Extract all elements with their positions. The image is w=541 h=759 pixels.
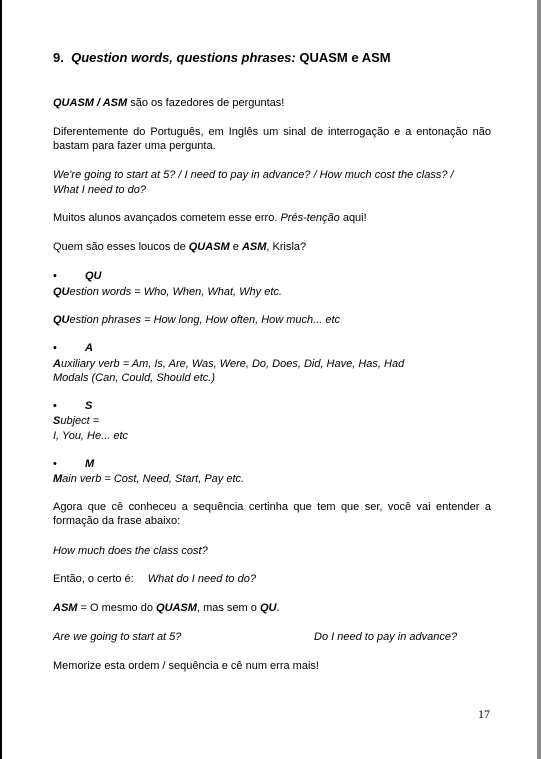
bullet-letter: S	[85, 400, 93, 412]
paragraph-sequence: Agora que cê conheceu a sequência certinha que tem que ser, você vai entender a formação da frase abaixo:	[53, 501, 491, 527]
example-pay-question: Do I need to pay in advance?	[314, 631, 458, 643]
subject-line: Subject =	[53, 415, 100, 427]
wrong-examples-line-1: We're going to start at 5? / I need to pay in advance? / How much cost the class? /	[53, 169, 454, 181]
bullet-qu	[53, 269, 253, 283]
bullet-dot-icon: •	[53, 400, 57, 412]
asm-rule-line: ASM = O mesmo do QUASM, mas sem o QU.	[53, 602, 280, 614]
bullet-a	[53, 341, 253, 355]
page-left-edge	[0, 0, 2, 759]
bullet-m	[53, 457, 253, 471]
bullet-dot-icon: •	[53, 458, 57, 470]
bullet-letter: A	[85, 342, 93, 354]
paragraph-difference: Diferentemente do Português, em Inglês um sinal de interrogação e a entonação não bastam para fazer uma pergunta.	[53, 126, 491, 152]
bullet-dot-icon: •	[53, 270, 57, 282]
intro-line: QUASM / ASM são os fazedores de perguntas!	[53, 97, 285, 109]
subject-examples-line: I, You, He... etc	[53, 430, 129, 442]
page-right-edge	[537, 0, 541, 759]
section-heading: 9. Question words, questions phrases: QUASM e ASM	[53, 50, 391, 65]
example-start-question: Are we going to start at 5?	[53, 631, 182, 643]
main-verb-line: Main verb = Cost, Need, Start, Pay etc.	[53, 473, 245, 485]
question-line: Quem são esses loucos de QUASM e ASM, Krisla?	[53, 241, 307, 253]
auxiliary-verb-line: Auxiliary verb = Am, Is, Are, Was, Were, Do, Does, Did, Have, Has, Had	[53, 358, 405, 370]
bullet-letter: M	[85, 458, 95, 470]
page-number: 17	[478, 707, 490, 721]
question-phrases-line: QUestion phrases = How long, How often, How much... etc	[53, 314, 341, 326]
bullet-dot-icon: •	[53, 342, 57, 354]
mistake-warning: Muitos alunos avançados cometem esse erro. Prés-tenção aqui!	[53, 212, 367, 224]
correct-form-line: Então, o certo é: What do I need to do?	[53, 573, 256, 585]
closing-line: Memorize esta ordem / sequência e cê num erra mais!	[53, 660, 319, 672]
bullet-letter: QU	[85, 270, 102, 282]
question-words-line: QUestion words = Who, When, What, Why etc.	[53, 286, 282, 298]
example-cost-question: How much does the class cost?	[53, 545, 208, 557]
bullet-s	[53, 399, 253, 413]
wrong-examples-line-2: What I need to do?	[53, 184, 146, 196]
modals-line: Modals (Can, Could, Should etc.)	[53, 372, 216, 384]
